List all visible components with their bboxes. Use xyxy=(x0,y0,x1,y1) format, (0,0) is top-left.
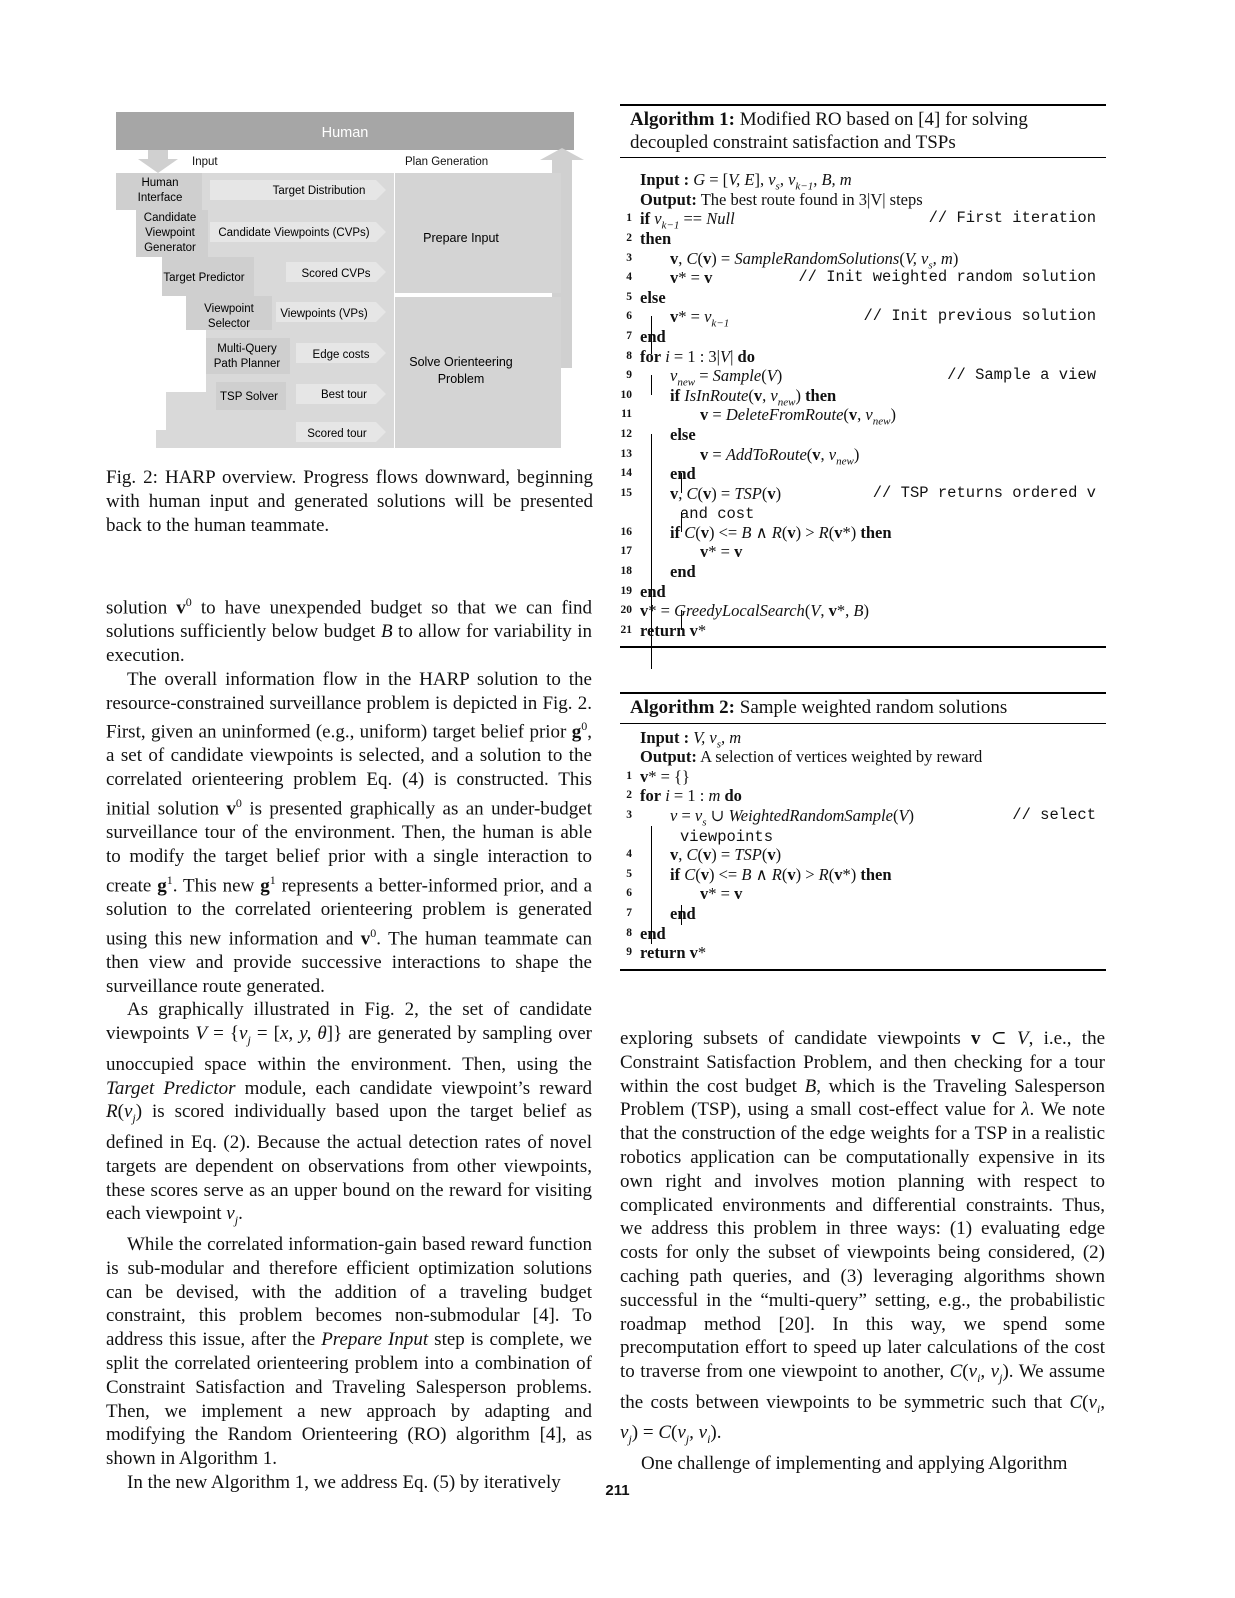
svg-text:Viewpoint: Viewpoint xyxy=(145,227,195,239)
svg-text:Interface: Interface xyxy=(137,192,183,204)
scored-cvps-label: Scored CVPs xyxy=(301,268,371,280)
target-predictor-label: Target Predictor xyxy=(163,272,245,284)
algorithm-output: Output: The best route found in 3|V| steps xyxy=(640,189,923,209)
viewpoint-selector-label: Viewpoint xyxy=(204,303,254,315)
paragraph: The overall information flow in the HARP solution to the resource-constrained surveillance problem is depicted in Fig. 2. First, given an uninformed (e.g., uniform) target belief prior $g^0$, a set of candidate viewpoints is selected, and a solution to the correlated orienteering problem Eq. (4) is constructed. This initial solution $v^0$ is presented graphically as an under-budget surveillance tour of the environment. Then, the human is able to modify the target belief prior with a single interaction to create $g^1$. This new $g^1$ represents a better-informed prior, and a solution to the correlated orienteering problem is generated using this new information and $v^0$. The human teammate can then view and provide successive interactions to shape the surveillance route generated. xyxy=(106,668,593,997)
paragraph: solution $v^0$ to have unexpended budget so that we can find solutions sufficiently below budget B to allow for variability in execution. xyxy=(106,595,593,666)
right-column-text xyxy=(620,1027,1105,1476)
paragraph: In the new Algorithm 1, we address Eq. (5) by iteratively xyxy=(127,1471,561,1493)
harp-diagram xyxy=(106,100,593,460)
paragraph: exploring subsets of candidate viewpoints v ⊂ V, i.e., the Constraint Satisfaction Problem, and then checking for a tour within the cost budget B, which is the Traveling Salesperson Problem (TSP), using a small cost-effect value for λ. We note that the construction of the edge weights for a TSP in a realistic robotics application can be computationally expensive in its own right and involves motion planning with respect to complicated environments and differential constraints. Thus, we address this problem in three ways: (1) evaluating edge costs for only the subset of viewpoints being considered, (2) caching path queries, and (3) leveraging algorithms shown successful in the “multi-query” setting, e.g., the probabilistic roadmap method [20]. In this way, we spend some precomputation effort to speed up later calculations of the cost to traverse from one viewpoint to another, $C(v_i$, $v_j$). We assume the costs between viewpoints to be symmetric such that $C(v_i$, $v_j) = C(v_j$, $v_i$). xyxy=(620,1028,1106,1447)
paragraph: One challenge of implementing and applying Algorithm xyxy=(641,1452,1068,1474)
svg-text:Path Planner: Path Planner xyxy=(213,358,281,370)
algorithm-input: Input : V, $v_s$, m xyxy=(640,727,742,750)
plan-generation-label: Plan Generation xyxy=(405,156,489,168)
edge-costs-label: Edge costs xyxy=(312,349,370,361)
algorithm-input: Input : G = [V, E], $v_s$, $v_{k-1}$, B, m xyxy=(640,170,852,193)
algorithm-2 xyxy=(620,692,1106,971)
paragraph: As graphically illustrated in Fig. 2, the set of candidate viewpoints $V = \{v_j = [x$, y, θ]} are generated by sampling over unoccupied space within the environment. Then, using the Target Predictor module, each candidate viewpoint’s reward $R(v_j)$ is scored individually based upon the target belief as defined in Eq. (2). Because the actual detection rates of novel targets are dependent on observations from other viewpoints, these scores serve as an upper bound on the reward for visiting each viewpoint $v_j$. xyxy=(106,999,593,1228)
svg-text:Generator: Generator xyxy=(144,242,196,254)
algorithm-output: Output: A selection of vertices weighted by reward xyxy=(640,747,983,767)
cvp-generator-label: Candidate xyxy=(143,212,197,224)
input-label: Input xyxy=(192,156,218,168)
human-bar-label: Human xyxy=(321,125,369,141)
solve-orienteering-label: Solve Orienteering xyxy=(409,355,513,369)
page-number: 211 xyxy=(605,1482,630,1499)
prepare-input-label: Prepare Input xyxy=(423,231,499,245)
algorithm-1-title: Algorithm 1: Modified RO based on [4] for solving decoupled constraint satisfaction and TSPs xyxy=(620,104,1106,158)
figure-harp-overview xyxy=(106,100,593,460)
figure-caption: Fig. 2: HARP overview. Progress flows downward, beginning with human input and generated solutions will be presented back to the human teammate. xyxy=(106,467,593,536)
input-arrow xyxy=(138,150,178,173)
svg-text:Selector: Selector xyxy=(207,318,251,330)
target-distribution-label: Target Distribution xyxy=(272,185,366,197)
viewpoints-label: Viewpoints (VPs) xyxy=(280,308,368,320)
algorithm-1-body: Input : G = [V, E], $v_s$, $v_{k-1}$, B, m Output: The best route found in 3|V| steps 1 if $v_{k-1}$ == Null // First iteration 2 then 3 v, C(v) = SampleRandomSolutions(V, $v_s$, m) 4 v* = v // Init weighted random solution 5 else 6 $v* = v_{k-1}$ // Init previous solution 7 end 8 for i = 1 : 3|V| do 9 $v_{new}$ = Sample(V) // Sample a view 10 if IsInRoute(v, $v_{new}$) then 11 v = DeleteFromRoute(v, $v_{new}$) 12 else 13 v = AddToRoute(v, $v_{new}$) 14 end 15 v, C(v) = TSP(v) // TSP returns ordered v and cost 16 if C(v) <= B ∧ R(v) > R(v*) then 17 v* = v 18 end 19 end 20 v* = GreedyLocalSearch(V, v*, B) 21 return v* xyxy=(620,158,1106,648)
algorithm-1 xyxy=(620,104,1106,648)
paragraph: While the correlated information-gain based reward function is sub-modular and therefore efficient optimization solutions can be devised, with the addition of a traveling budget constraint, this problem becomes non-submodular [4]. To address this issue, after the Prepare Input step is complete, we split the correlated orienteering problem into a combination of Constraint Satisfaction and Traveling Salesperson problems. Then, we implement a new approach by adapting and modifying the Random Orienteering (RO) algorithm [4], as shown in Algorithm 1. xyxy=(106,1233,592,1470)
path-planner-label: Multi-Query xyxy=(217,343,277,355)
candidate-viewpoints-label: Candidate Viewpoints (CVPs) xyxy=(218,227,370,239)
svg-text:Problem: Problem xyxy=(437,372,485,386)
best-tour-label: Best tour xyxy=(320,389,368,401)
algorithm-2-title: Algorithm 2: Sample weighted random solutions xyxy=(620,692,1106,724)
scored-tour-label: Scored tour xyxy=(307,428,367,440)
human-interface-label: Human xyxy=(141,177,179,189)
algorithm-2-body: Input : V, $v_s$, m Output: A selection of vertices weighted by reward 1 v* = {} 2 for i = 1 : m do 3 $v = v_s$ ∪ WeightedRandomSample(V) // select viewpoints 4 v, C(v) = TSP(v) 5 if C(v) <= B ∧ R(v) > R(v*) then 6 v* = v 7 end 8 end 9 return v* xyxy=(620,724,1106,971)
tsp-solver-label: TSP Solver xyxy=(220,391,278,403)
left-column-text xyxy=(106,591,592,1495)
